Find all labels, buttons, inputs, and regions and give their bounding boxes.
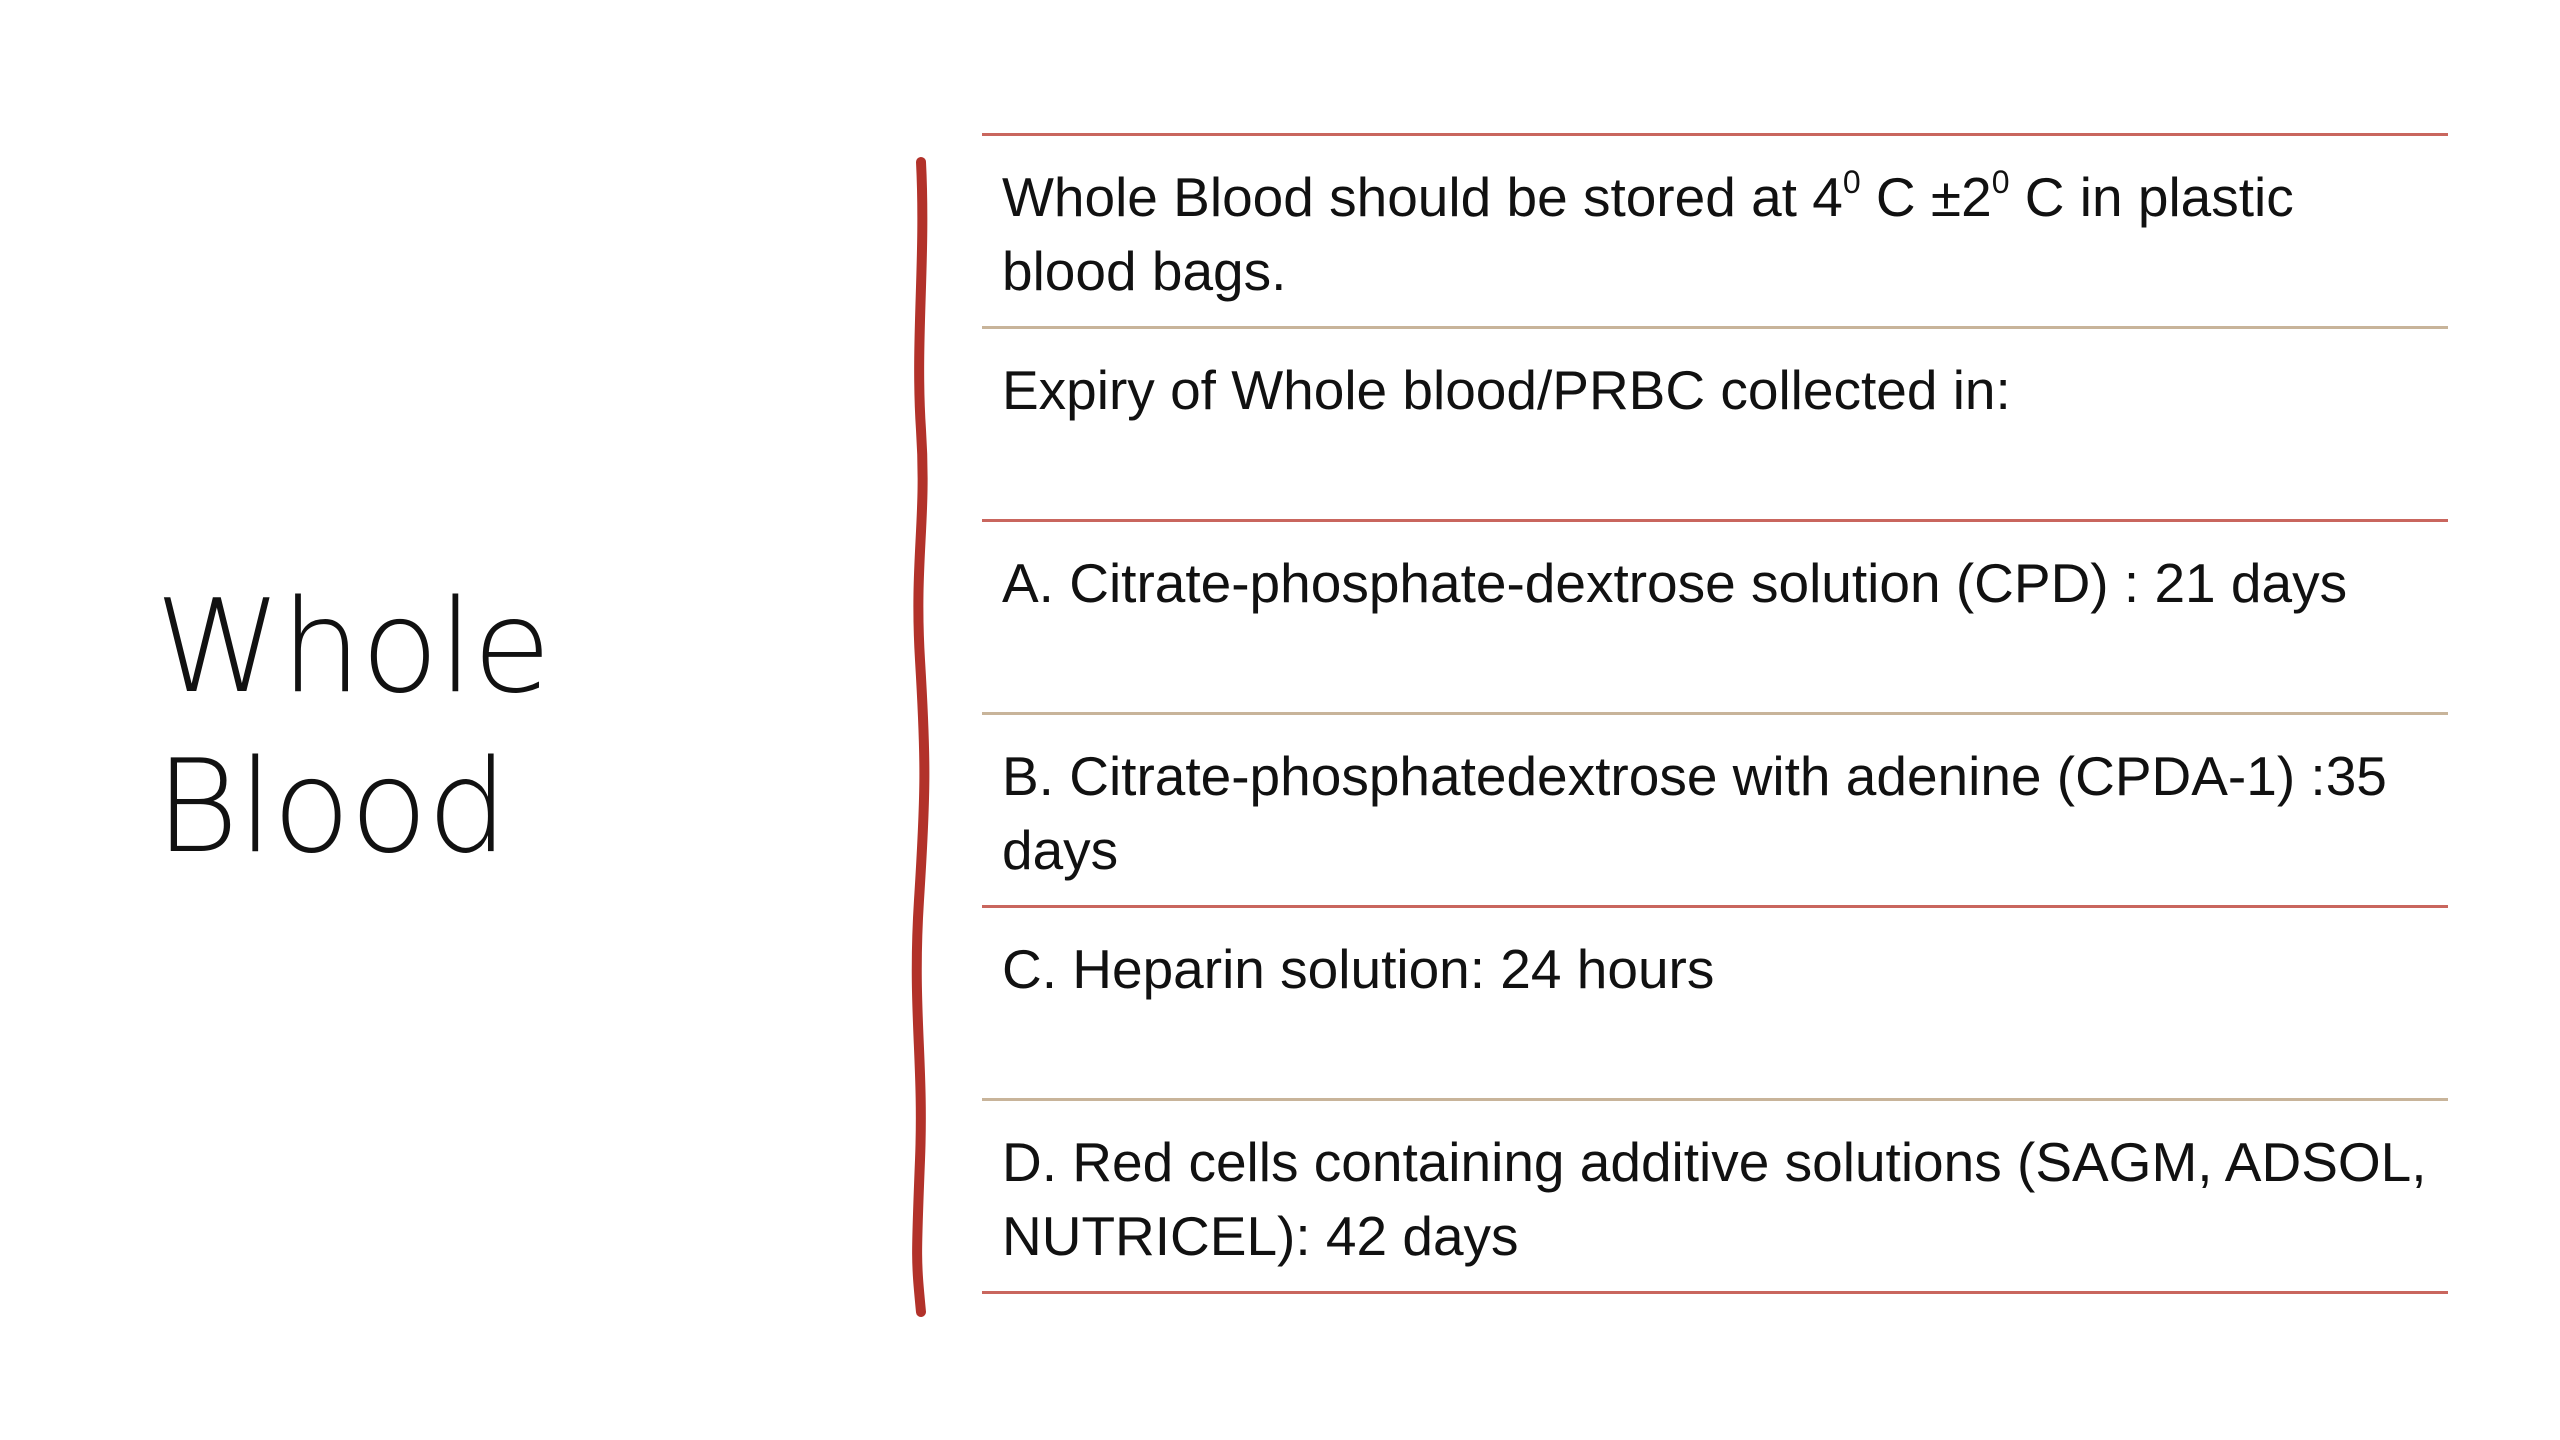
accent-stroke	[917, 162, 925, 1312]
slide-title-line-1: Whole	[155, 573, 551, 722]
storage-text-b: C ±2	[1860, 166, 1992, 228]
list-item-cpda1: B. Citrate-phosphatedextrose with adenine (CPDA-1) :35 days	[1002, 745, 2387, 881]
list-item-storage-temperature	[982, 136, 2448, 326]
storage-info-list	[982, 133, 2448, 1294]
degree-superscript-2: 0	[1991, 163, 2010, 200]
list-item-cpd: A. Citrate-phosphate-dextrose solution (CPD) : 21 days	[1002, 552, 2348, 614]
divider-7	[982, 1291, 2448, 1294]
slide-title-line-2: Blood	[155, 733, 508, 882]
list-item-expiry-heading: Expiry of Whole blood/PRBC collected in:	[1002, 359, 2011, 421]
degree-superscript-1: 0	[1842, 163, 1861, 200]
storage-text-a: Whole Blood should be stored at 4	[1002, 166, 1843, 228]
storage-text-c: C in plastic blood bags.	[1002, 166, 2294, 302]
list-item-additive-solutions: D. Red cells containing additive solutions (SAGM, ADSOL, NUTRICEL): 42 days	[1002, 1131, 2427, 1267]
list-item-heparin: C. Heparin solution: 24 hours	[1002, 938, 1715, 1000]
